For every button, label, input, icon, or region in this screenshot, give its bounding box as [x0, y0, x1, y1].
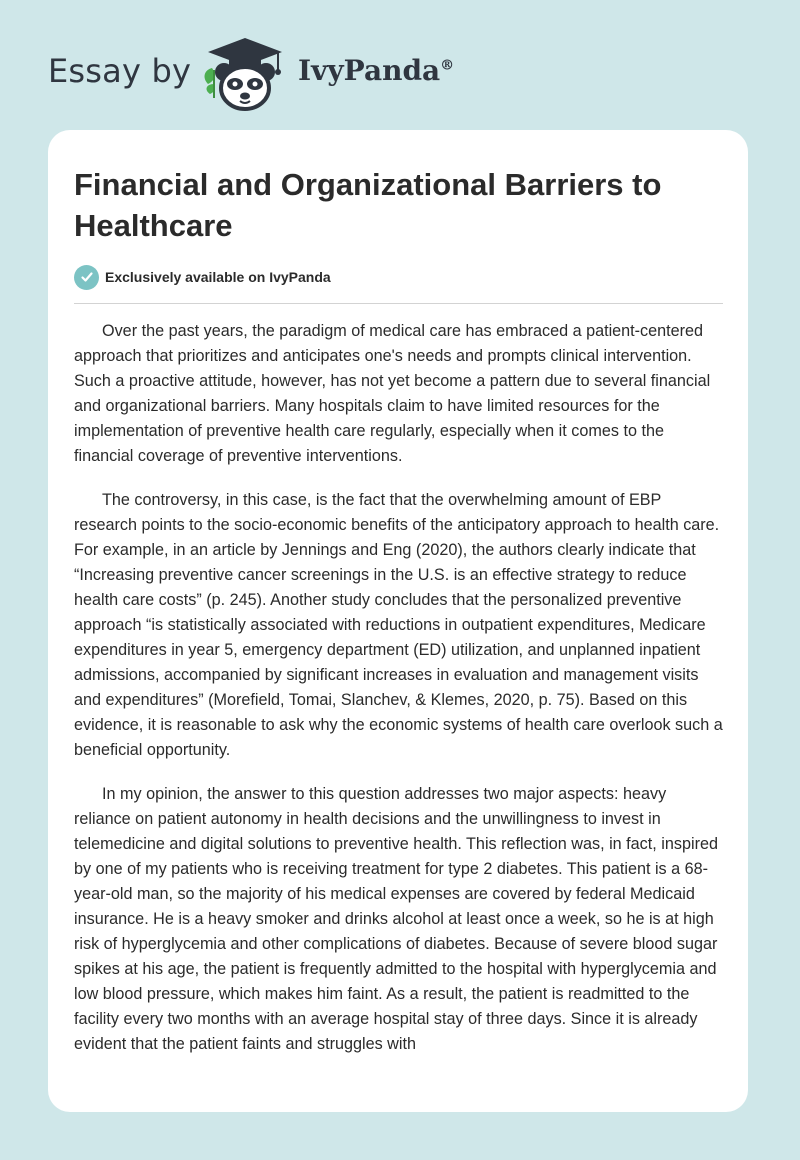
brand-header: [48, 34, 508, 114]
essay-title: Financial and Organizational Barriers to Healthcare: [74, 167, 662, 243]
exclusive-badge: [74, 264, 331, 290]
paragraph: The controversy, in this case, is the fact that the overwhelming amount of EBP research points to the socio-economic benefits of the anticipatory approach to health care. For example, in an article by Jennings and Eng (2020), the authors clearly indicate that “Increasing preventive cancer screenings in the U.S. is an effective strategy to reduce health care costs” (p. 245). Another study concludes that the personalized preventive approach “is statistically associated with reductions in outpatient expenditures, Medicare expenditures in year 5, emergency department (ED) utilization, and unplanned inpatient admissions, accompanied by significant increases in evaluation and management visits and expenditures” (Morefield, Tomai, Slanchev, & Klemes, 2020, p. 75). Based on this evidence, it is reasonable to ask why the economic systems of health care overlook such a beneficial opportunity.: [74, 491, 723, 759]
divider: [74, 303, 723, 304]
brand-name: IvyPanda®: [298, 54, 455, 87]
check-circle-icon: [74, 265, 99, 290]
panda-graduate-icon: [198, 34, 294, 114]
brand-prefix: Essay by: [48, 52, 192, 90]
paragraph: Over the past years, the paradigm of medical care has embraced a patient-centered approach that prioritizes and anticipates one's needs and prompts clinical intervention. Such a proactive attitude, however, has not yet become a pattern due to several financial and organizational barriers. Many hospitals claim to have limited resources for the implementation of preventive health care regularly, especially when it comes to the financial coverage of preventive interventions.: [74, 322, 711, 465]
paragraph: In my opinion, the answer to this question addresses two major aspects: heavy reliance on patient autonomy in health decisions and the unwillingness to invest in telemedicine and digital solutions to preventive health. This reflection was, in fact, inspired by one of my patients who is receiving treatment for type 2 diabetes. This patient is a 68-year-old man, so the majority of his medical expenses are covered by federal Medicaid insurance. He is a heavy smoker and drinks alcohol at least once a week, so he is at high risk of hyperglycemia and other complications of diabetes. Because of severe blood sugar spikes at his age, the patient is frequently admitted to the hospital with hyperglycemia and low blood pressure, which makes him faint. As a result, the patient is readmitted to the facility every two months with an average hospital stay of three days. Since it is already evident that the patient faints and struggles with: [74, 785, 718, 1053]
essay-card: [48, 130, 748, 1112]
exclusive-badge-text: Exclusively available on IvyPanda: [105, 269, 331, 285]
essay-body: [74, 319, 724, 1076]
